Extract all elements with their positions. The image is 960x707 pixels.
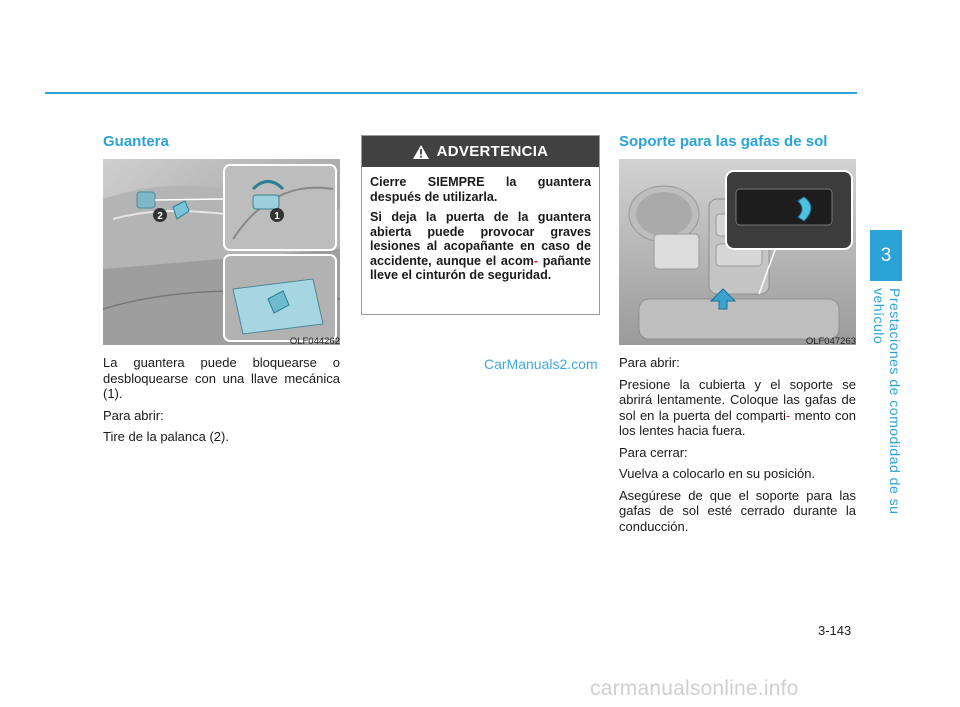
warning-triangle-icon — [413, 145, 429, 159]
warning-paragraph-1: Cierre SIEMPRE la guantera después de utilizarla. — [370, 175, 591, 204]
header-rule — [45, 92, 857, 94]
paragraph: Para cerrar: — [619, 444, 688, 460]
footer-watermark: carmanualsonline.info — [590, 677, 799, 700]
warning-heading: ADVERTENCIA — [436, 143, 549, 160]
left-body-text — [103, 355, 340, 451]
right-body-text — [619, 355, 856, 540]
figure-code-right: OLF047263 — [805, 336, 856, 347]
glovebox-figure — [103, 159, 340, 345]
sunglass-holder-figure — [619, 159, 856, 345]
section-title-soporte: Soporte para las gafas de sol — [619, 133, 828, 150]
sunglass-holder-illustration — [619, 159, 856, 345]
warning-paragraph-2: Si deja la puerta de la guantera abierta puede provocar graves lesiones al acopañante en caso de accidente, aunque el acom- pañante lleve el cinturón de seguridad. — [370, 210, 592, 282]
section-title-guantera: Guantera — [103, 133, 169, 150]
callout-1: 1 — [274, 211, 280, 222]
callout-2: 2 — [157, 211, 163, 222]
paragraph: La guantera puede bloquearse o desbloquearse con una llave mecánica (1). — [103, 355, 340, 401]
figure-code-left: OLF044262 — [289, 336, 340, 347]
watermark-link[interactable]: CarManuals2.com — [484, 356, 598, 372]
page-number: 3-143 — [818, 623, 852, 638]
paragraph: Para abrir: — [619, 355, 680, 370]
warning-body — [362, 167, 599, 283]
chapter-number-tab: 3 — [870, 230, 902, 281]
chapter-title-vertical: Prestaciones de comodidad de su vehículo — [871, 288, 903, 515]
paragraph: Para abrir: — [103, 407, 164, 423]
warning-box — [361, 135, 600, 315]
paragraph: Asegúrese de que el soporte para las gafas de sol esté cerrado durante la conducción. — [619, 487, 856, 534]
glovebox-illustration — [103, 159, 340, 345]
paragraph: Tire de la palanca (2). — [103, 429, 229, 444]
paragraph: Vuelva a colocarlo en su posición. — [619, 466, 816, 481]
paragraph: Presione la cubierta y el soporte se abrirá lentamente. Coloque las gafas de sol en la puerta del comparti- mento con los lentes hacia fuera. — [619, 376, 857, 438]
warning-header — [362, 136, 599, 167]
